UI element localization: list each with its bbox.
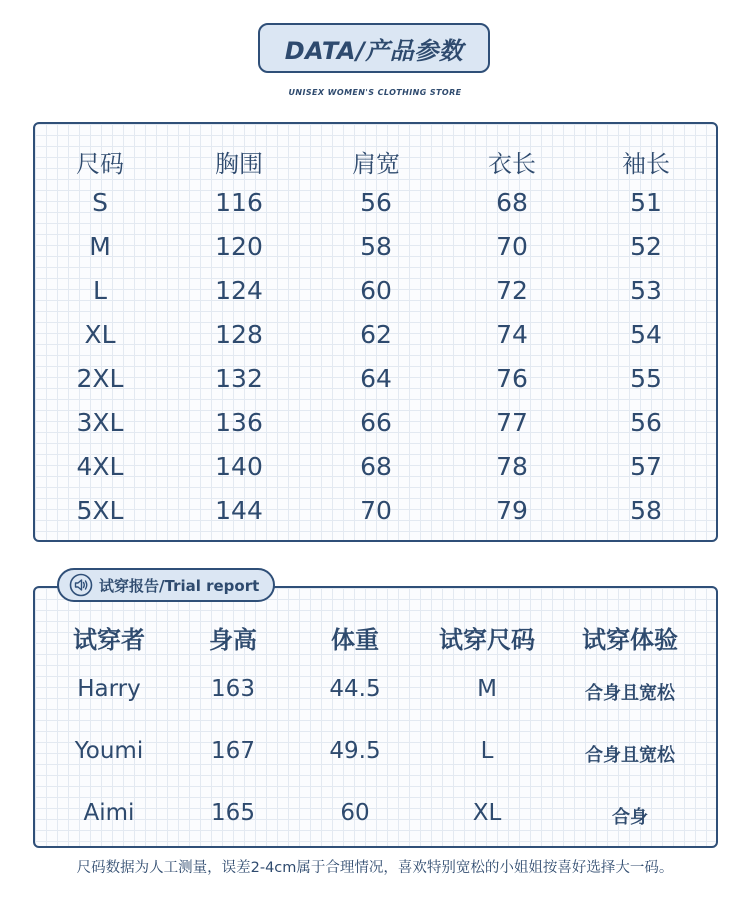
speaker-icon bbox=[69, 573, 93, 597]
size-value-cell: 62 bbox=[360, 320, 392, 349]
trial-report-tab bbox=[57, 568, 275, 602]
tester-name-cell: Youmi bbox=[74, 738, 144, 764]
tester-size-cell: L bbox=[480, 738, 494, 764]
size-value-cell: 78 bbox=[496, 452, 528, 481]
tester-size-cell: M bbox=[477, 676, 497, 702]
size-value-cell: 60 bbox=[360, 276, 392, 305]
size-label-cell: 4XL bbox=[76, 452, 124, 481]
tester-fit-cell: 合身且宽松 bbox=[585, 745, 675, 766]
trial-column-header: 试穿者 bbox=[73, 626, 145, 654]
size-value-cell: 54 bbox=[630, 320, 662, 349]
size-value-cell: 77 bbox=[496, 408, 528, 437]
size-label-cell: 3XL bbox=[76, 408, 124, 437]
size-label-cell: 5XL bbox=[76, 496, 124, 525]
measurement-footnote: 尺码数据为人工测量，误差2-4cm属于合理情况，喜欢特别宽松的小姐姐按喜好选择大一码。 bbox=[76, 860, 674, 876]
size-value-cell: 70 bbox=[496, 232, 528, 261]
size-column-header: 尺码 bbox=[76, 150, 124, 178]
tester-height-cell: 163 bbox=[211, 676, 255, 702]
tester-weight-cell: 49.5 bbox=[329, 738, 381, 764]
size-value-cell: 58 bbox=[630, 496, 662, 525]
size-value-cell: 72 bbox=[496, 276, 528, 305]
trial-report-panel bbox=[33, 586, 718, 848]
tester-height-cell: 167 bbox=[211, 738, 255, 764]
tester-name-cell: Aimi bbox=[83, 800, 135, 826]
size-value-cell: 124 bbox=[215, 276, 263, 305]
size-value-cell: 68 bbox=[496, 188, 528, 217]
tester-weight-cell: 44.5 bbox=[329, 676, 381, 702]
size-value-cell: 55 bbox=[630, 364, 662, 393]
store-subtitle: UNISEX WOMEN'S CLOTHING STORE bbox=[288, 88, 462, 97]
size-column-header: 胸围 bbox=[215, 150, 263, 178]
size-value-cell: 64 bbox=[360, 364, 392, 393]
tester-name-cell: Harry bbox=[77, 676, 141, 702]
size-column-header: 袖长 bbox=[622, 150, 670, 178]
tester-fit-cell: 合身 bbox=[612, 807, 648, 828]
size-column-header: 肩宽 bbox=[352, 150, 400, 178]
size-value-cell: 51 bbox=[630, 188, 662, 217]
size-label-cell: S bbox=[92, 188, 108, 217]
size-label-cell: L bbox=[93, 276, 107, 305]
size-value-cell: 66 bbox=[360, 408, 392, 437]
tester-weight-cell: 60 bbox=[340, 800, 370, 826]
trial-column-header: 试穿体验 bbox=[582, 626, 678, 654]
size-value-cell: 68 bbox=[360, 452, 392, 481]
size-value-cell: 52 bbox=[630, 232, 662, 261]
page-title: DATA/产品参数 bbox=[284, 36, 464, 65]
size-label-cell: M bbox=[89, 232, 111, 261]
trial-report-label: 试穿报告/Trial report bbox=[99, 576, 260, 595]
size-label-cell: 2XL bbox=[76, 364, 124, 393]
size-value-cell: 128 bbox=[215, 320, 263, 349]
size-value-cell: 116 bbox=[215, 188, 263, 217]
size-value-cell: 132 bbox=[215, 364, 263, 393]
tester-size-cell: XL bbox=[472, 800, 502, 826]
size-table-panel bbox=[33, 122, 718, 542]
size-value-cell: 57 bbox=[630, 452, 662, 481]
size-value-cell: 76 bbox=[496, 364, 528, 393]
size-value-cell: 56 bbox=[630, 408, 662, 437]
size-value-cell: 136 bbox=[215, 408, 263, 437]
size-label-cell: XL bbox=[84, 320, 116, 349]
size-value-cell: 140 bbox=[215, 452, 263, 481]
size-value-cell: 70 bbox=[360, 496, 392, 525]
size-value-cell: 74 bbox=[496, 320, 528, 349]
trial-column-header: 试穿尺码 bbox=[439, 626, 535, 654]
tester-fit-cell: 合身且宽松 bbox=[585, 683, 675, 704]
size-value-cell: 53 bbox=[630, 276, 662, 305]
size-value-cell: 58 bbox=[360, 232, 392, 261]
size-value-cell: 144 bbox=[215, 496, 263, 525]
size-value-cell: 56 bbox=[360, 188, 392, 217]
size-column-header: 衣长 bbox=[488, 150, 536, 178]
tester-height-cell: 165 bbox=[211, 800, 255, 826]
size-value-cell: 79 bbox=[496, 496, 528, 525]
size-value-cell: 120 bbox=[215, 232, 263, 261]
trial-column-header: 体重 bbox=[331, 626, 379, 654]
page-title-box bbox=[258, 23, 490, 73]
trial-column-header: 身高 bbox=[209, 626, 257, 654]
